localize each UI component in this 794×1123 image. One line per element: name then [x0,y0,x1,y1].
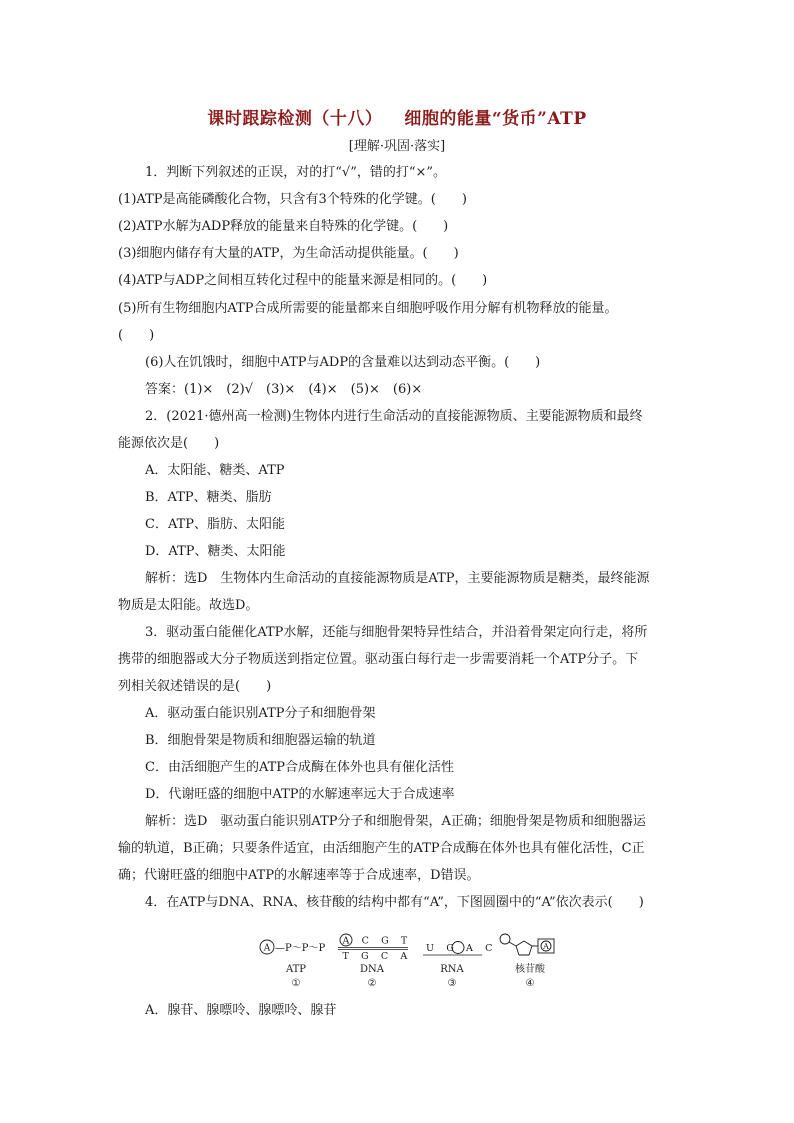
q3-analysis-line-1: 解析：选D 驱动蛋白能识别ATP分子和细胞骨架，A正确；细胞骨架是物质和细胞器运 [145,814,646,829]
dna-bottom-strand: T G C A [342,951,412,962]
structure-figure [258,928,568,990]
q1-item-5: (5)所有生物细胞内ATP合成所需要的能量都来自细胞呼吸作用分解有机物释放的能量。 [118,301,618,316]
q2-analysis-line-1: 解析：选D 生物体内生命活动的直接能源物质是ATP，主要能源物质是糖类，最终能源 [145,571,650,586]
sugar-pentagon [516,941,532,955]
q3-stem-line-2: 携带的细胞器或大分子物质送到指定位置。驱动蛋白每行走一步需要消耗一个ATP分子。下 [118,652,639,667]
q2-option-d: D．ATP、糖类、太阳能 [145,544,286,559]
q1-item-2: (2)ATP水解为ADP释放的能量来自特殊的化学键。( ) [118,219,449,234]
number-1: ① [291,978,301,989]
page-title [0,104,794,129]
q3-option-a: A．驱动蛋白能识别ATP分子和细胞骨架 [145,706,376,721]
label-dna: DNA [360,964,384,975]
q3-analysis-line-3: 确；代谢旺盛的细胞中ATP的水解速率等于合成速率，D错误。 [118,868,480,883]
q1-item-5-bracket: ( ) [118,328,155,343]
nucleotide-structure [500,934,554,989]
label-nucleotide: 核苷酸 [515,964,545,975]
q2-option-a: A．太阳能、糖类、ATP [145,463,285,478]
q2-analysis-line-2: 物质是太阳能。故选D。 [118,598,259,613]
phosphate-bond [509,942,516,946]
number-3: ③ [447,978,457,989]
q4-stem: 4．在ATP与DNA、RNA、核苷酸的结构中都有“A”，下图圆圈中的“A”依次表示( ) [145,895,644,910]
q1-answer: 答案：(1)× (2)√ (3)× (4)× (5)× (6)× [145,382,423,397]
number-2: ② [367,978,377,989]
atp-a-letter: A [263,943,271,954]
q2-stem-line-2: 能源依次是( ) [118,436,220,451]
phosphate-circle [500,934,510,944]
page-subtitle: [理解·巩固·落实] [348,139,446,154]
q2-option-c: C．ATP、脂肪、太阳能 [145,517,286,532]
q3-option-b: B．细胞骨架是物质和细胞器运输的轨道 [145,733,376,748]
q3-option-c: C．由活细胞产生的ATP合成酶在体外也具有催化活性 [145,760,455,775]
nucleotide-a-letter: A [543,942,549,951]
q1-item-1: (1)ATP是高能磷酸化合物，只含有3个特殊的化学键。( ) [118,192,467,207]
q2-stem-line-1: 2．(2021·德州高一检测)生物体内进行生命活动的直接能源物质、主要能源物质和最终 [145,409,643,424]
q1-item-3: (3)细胞内储存有大量的ATP，为生命活动提供能量。( ) [118,246,459,261]
atp-chain: —P～P～P [275,943,326,954]
label-atp: ATP [285,964,307,975]
atp-structure [260,940,325,989]
number-4: ④ [525,978,535,989]
q3-option-d: D．代谢旺盛的细胞中ATP的水解速率远大于合成速率 [145,787,455,802]
q2-option-b: B．ATP、糖类、脂肪 [145,490,272,505]
q4-option-a: A．腺苷、腺嘌呤、腺嘌呤、腺苷 [145,1003,337,1018]
rna-strand: U G A C [426,943,497,954]
q3-stem-line-1: 3．驱动蛋白能催化ATP水解，还能与细胞骨架特异性结合，并沿着骨架定向行走，将所 [145,625,648,640]
title-part-2: 细胞的能量“货币”ATP [404,109,587,129]
dna-structure [338,934,412,989]
rna-structure [423,942,497,990]
label-rna: RNA [440,964,464,975]
q1-stem: 1．判断下列叙述的正误，对的打“√”，错的打“×”。 [145,165,447,180]
q1-item-6: (6)人在饥饿时，细胞中ATP与ADP的含量难以达到动态平衡。( ) [145,355,541,370]
q3-analysis-line-2: 输的轨道，B正确；只要条件适宜，由活细胞产生的ATP合成酶在体外也具有催化活性，C正 [118,841,645,856]
q1-item-4: (4)ATP与ADP之间相互转化过程中的能量来源是相同的。( ) [118,273,488,288]
q3-stem-line-3: 列相关叙述错误的是( ) [118,679,272,694]
dna-top-strand: A C G T [342,935,412,947]
title-part-1: 课时跟踪检测（十八） [207,109,383,129]
